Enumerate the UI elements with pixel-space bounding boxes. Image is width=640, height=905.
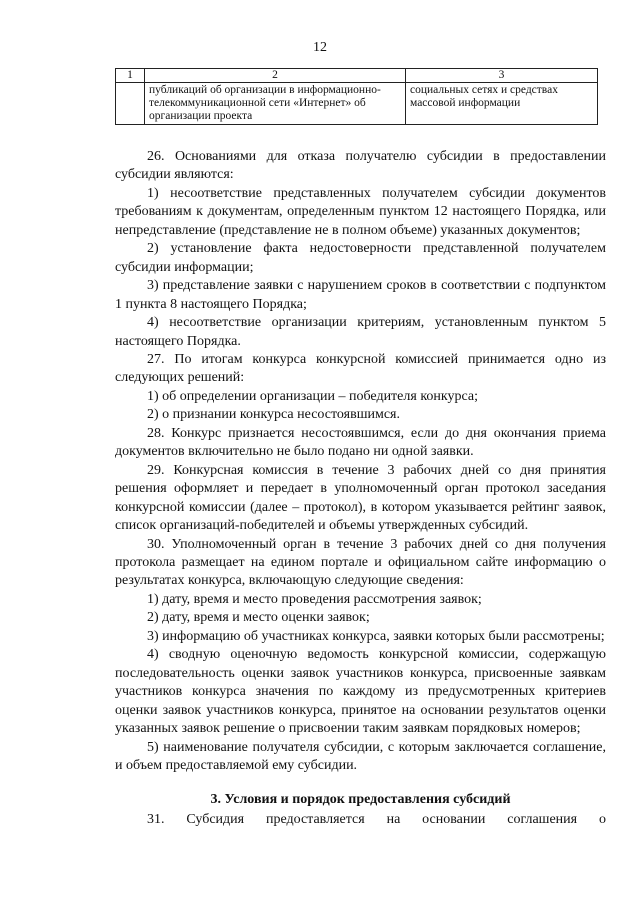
paragraph: 2) дату, время и место оценки заявок; [147,610,370,626]
paragraph: 3) информацию об участниках конкурса, заявки которых были рассмотрены; [147,628,605,644]
paragraph: 2) установление факта недостоверности представленной получателем субсидии информации; [115,241,606,275]
page-number: 12 [313,40,327,55]
table-header-cell: 2 [145,69,406,83]
document-body [115,148,606,830]
paragraph: 2) о признании конкурса несостоявшимся. [147,407,400,423]
paragraph: 31. Субсидия предоставляется на основании соглашения о [147,812,606,828]
paragraph: 1) несоответствие представленных получателем субсидии документов требованиям к документам, определенным пунктом 12 настоящего Порядка, или непредставление (представление не в полном объеме) указанных документов; [115,185,606,238]
paragraph: 3) представление заявки с нарушением сроков в соответствии с подпунктом 1 пункта 8 настоящего Порядка; [115,278,606,312]
table-cell [116,83,145,125]
table-cell: публикаций об организации в информационно-телекоммуникационной сети «Интернет» об организации проекта [145,83,406,125]
table-row [116,83,598,125]
paragraph: 1) дату, время и место проведения рассмотрения заявок; [147,591,482,607]
table-header-cell: 1 [116,69,145,83]
paragraph: 28. Конкурс признается несостоявшимся, если до дня окончания приема документов включительно не было подано ни одной заявки. [115,425,606,460]
continued-table [115,68,598,125]
paragraph: 26. Основаниями для отказа получателю субсидии в предоставлении субсидии являются: [115,149,606,183]
section-heading: 3. Условия и порядок предоставления субсидий [210,792,511,808]
table-header-cell: 3 [406,69,598,83]
paragraph: 27. По итогам конкурса конкурсной комиссией принимается одно из следующих решений: [115,351,606,386]
paragraph: 1) об определении организации – победителя конкурса; [147,388,478,404]
paragraph: 4) сводную оценочную ведомость конкурсной комиссии, содержащую последовательность оценки заявок участников конкурса, присвоенные заявкам участников конкурса значения по каждому из предусмотренных критериев оценки заявок участников конкурса, принятое на основании результатов оценки указанных заявок решение о присвоении таким заявкам порядковых номеров; [115,647,606,737]
paragraph: 30. Уполномоченный орган в течение 3 рабочих дней со дня получения протокола размещает на едином портале и официальном сайте информацию о результатах конкурса, включающую следующие сведения: [115,536,606,589]
table-cell: социальных сетях и средствах массовой информации [406,83,598,125]
table-header-row [116,69,598,83]
paragraph: 4) несоответствие организации критериям, установленным пунктом 5 настоящего Порядка. [115,315,606,349]
paragraph: 29. Конкурсная комиссия в течение 3 рабочих дней со дня принятия решения оформляет и передает в уполномоченный орган протокол заседания конкурсной комиссии (далее – протокол), в котором указывается рейтинг заявок, список организаций-победителей и объемы утвержденных субсидий. [115,462,606,534]
paragraph: 5) наименование получателя субсидии, с которым заключается соглашение, и объем предоставляемой ему субсидии. [115,739,606,773]
